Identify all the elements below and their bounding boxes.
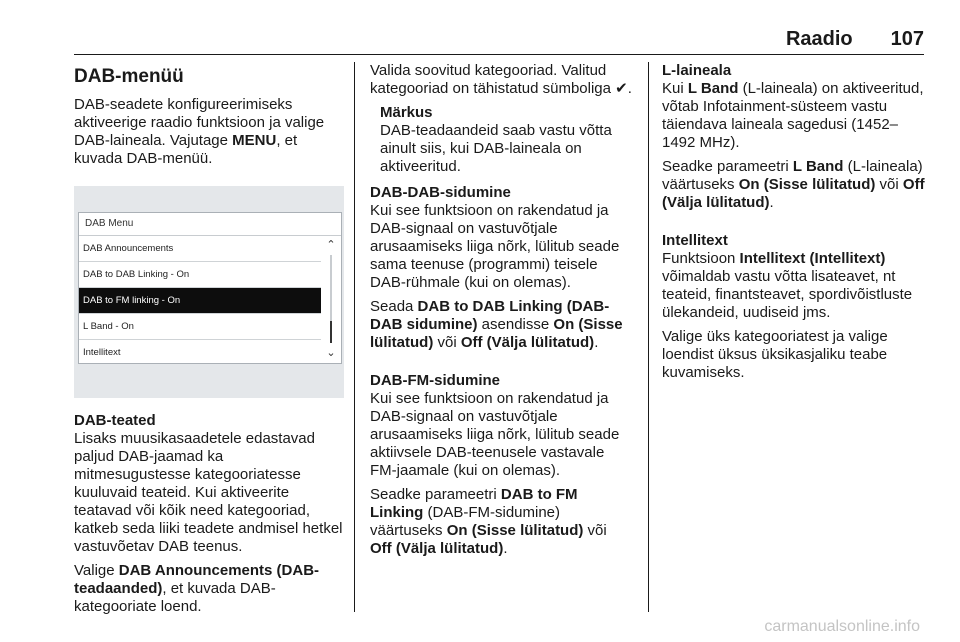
categories-text: Valida soovitud kategooriad. Valitud kategooriad on tähistatud sümboliga ✔. [370,62,632,97]
column-divider-2 [648,62,649,612]
dab-fm-text: Kui see funktsioon on rakendatud ja DAB-signaal on vastuvõtjale arusaamiseks liiga nõrk, lülitub seade aktiivsele DAB-teenusele vastavale FM-jaamale (kui on olemas). [370,390,620,479]
scrollbar-thumb[interactable] [330,321,332,343]
column-divider-1 [354,62,355,612]
dab-dab-text: Kui see funktsioon on rakendatud ja DAB-signaal on vastuvõtjale arusaamiseks liiga nõrk, lülitub seade sama teenuse (programmi) teisele DAB-rühmale (kui on olemas). [370,202,620,291]
intellitext-valige: Valige üks kategooriatest ja valige loendist üksus üksikasjaliku teabe kuvamiseks. [662,328,888,381]
intellitext-heading: Intellitext [662,232,728,249]
page-header [786,28,924,51]
note-text: DAB-teadaandeid saab vastu võtta ainult siis, kui DAB-laineala on aktiveeritud. [380,122,612,175]
intellitext-text: Funktsioon Intellitext (Intellitext) võimaldab vastu võtta lisateavet, nt teateid, finantsteavet, spordivõistluste ülekandeid, uudiseid jms. [662,250,913,321]
column-2 [370,62,632,564]
dab-menu-screenshot [74,186,344,398]
watermark: carmanualsonline.info [764,618,920,635]
section-title: Raadio [785,28,853,50]
dab-menu-title: DAB-menüü [74,66,184,87]
dab-menu-panel-title: DAB Menu [79,213,341,236]
chevron-up-icon[interactable]: ⌃ [326,239,336,251]
l-band-text: Kui L Band (L-laineala) on aktiveeritud, võtab Infotainment-süsteem vastu täiendava laineala sagedusi (1452–1492 MHz). [662,80,924,151]
menu-item-dab-announcements[interactable]: DAB Announcements [79,236,321,262]
dab-fm-setting: Seadke parameetri DAB to FM Linking (DAB-FM-sidumine) väärtuseks On (Sisse lülitatud) või Off (Välja lülitatud). [370,486,607,557]
note-heading: Märkus [380,104,433,121]
menu-item-l-band[interactable]: L Band - On [79,314,321,340]
menu-item-dab-to-fm-linking[interactable]: DAB to FM linking - On [79,288,321,314]
column-1 [74,62,344,622]
dab-dab-heading: DAB-DAB-sidumine [370,184,511,201]
menu-item-dab-to-dab-linking[interactable]: DAB to DAB Linking - On [79,262,321,288]
dab-menu-panel [78,212,342,364]
dab-fm-heading: DAB-FM-sidumine [370,372,500,389]
column-3 [662,62,926,388]
menu-item-intellitext[interactable]: Intellitext [83,347,121,358]
header-rule [74,54,924,55]
chevron-down-icon[interactable]: ⌄ [326,347,336,359]
note-block [380,104,632,176]
checkmark-icon: ✔ [615,80,628,97]
dab-teated-valige: Valige DAB Announcements (DAB-teadaanded), et kuvada DAB-kategooriate loend. [74,562,320,615]
page-number: 107 [890,28,924,50]
dab-teated-text: Lisaks muusikasaadetele edastavad paljud DAB-jaamad ka mitmesugustesse kategooriatesse kuuluvaid teateid. Kui aktiveerite teatavad või kõik need kategooriad, katkeb seda liiki teadete andmisel hetkel vastuvõetav DAB teenus. [74,430,343,555]
dab-teated-heading: DAB-teated [74,412,156,429]
l-band-heading: L-laineala [662,62,732,79]
dab-menu-intro: DAB-seadete konfigureerimiseks aktiveerige raadio funktsioon ja valige DAB-laineala. Vajutage MENU, et kuvada DAB-menüü. [74,96,325,167]
dab-dab-setting: Seada DAB to DAB Linking (DAB-DAB sidumine) asendisse On (Sisse lülitatud) või Off (Välja lülitatud). [370,298,623,351]
dab-menu-list [79,236,321,365]
l-band-setting: Seadke parameetri L Band (L-laineala) väärtuseks On (Sisse lülitatud) või Off (Välja lülitatud). [662,158,925,211]
